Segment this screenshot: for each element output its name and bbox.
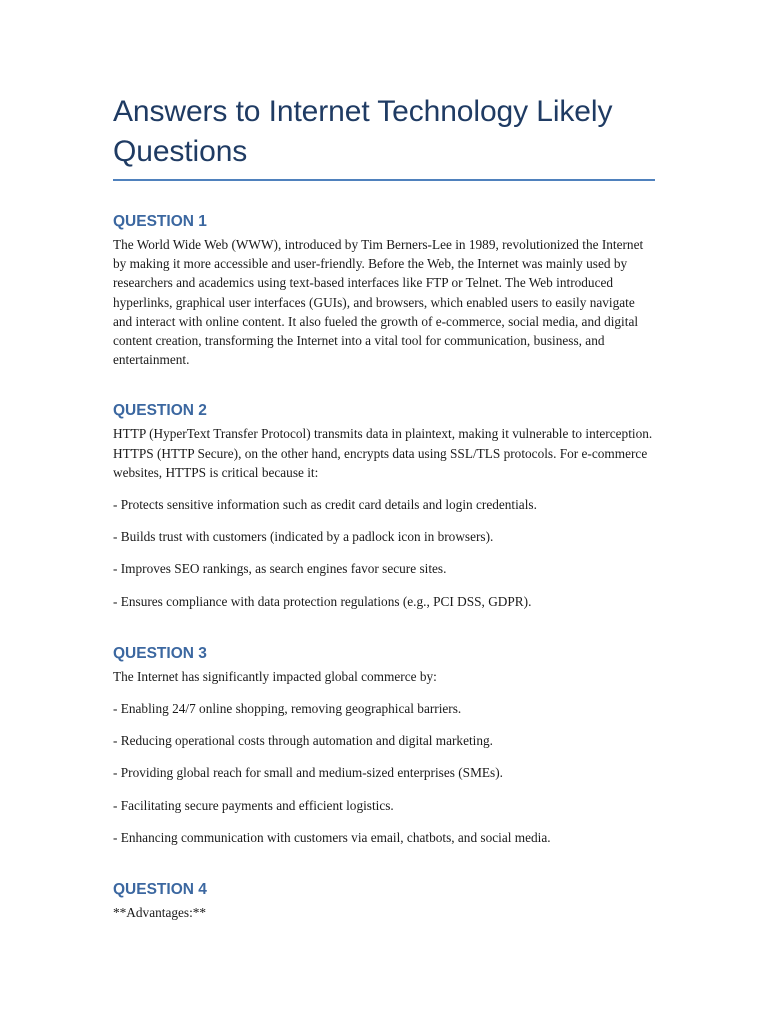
list-item: - Builds trust with customers (indicated by a padlock icon in browsers). <box>113 529 494 545</box>
list-item: - Enhancing communication with customers via email, chatbots, and social media. <box>113 829 551 845</box>
section-question-3 <box>113 644 655 847</box>
document-title: Answers to Internet Technology Likely Questions <box>113 95 613 168</box>
section-question-1 <box>113 212 655 369</box>
list-item: - Protects sensitive information such as credit card details and login credentials. <box>113 497 537 513</box>
question-1-body: The World Wide Web (WWW), introduced by Tim Berners-Lee in 1989, revolutionized the Internet by making it more accessible and user-friendly. Before the Web, the Internet was mainly used by researchers and academics using text-based interfaces like FTP or Telnet. The Web introduced hyperlinks, graphical user interfaces (GUIs), and browsers, which enabled users to easily navigate and interact with online content. It also fueled the growth of e-commerce, social media, and digital content creation, transforming the Internet into a vital tool for communication, business, and entertainment. <box>113 237 644 368</box>
question-4-heading: QUESTION 4 <box>113 881 207 899</box>
question-4-intro: **Advantages:** <box>113 905 207 921</box>
question-2-heading: QUESTION 2 <box>113 402 207 420</box>
question-2-intro: HTTP (HyperText Transfer Protocol) transmits data in plaintext, making it vulnerable to interception. HTTPS (HTTP Secure), on the other hand, encrypts data using SSL/TLS protocols. For e-commerce websites, HTTPS is critical because it: <box>113 426 653 480</box>
question-3-intro: The Internet has significantly impacted global commerce by: <box>113 668 437 684</box>
section-question-4 <box>113 880 655 922</box>
section-question-2 <box>113 401 655 610</box>
list-item: - Enabling 24/7 online shopping, removing geographical barriers. <box>113 701 462 717</box>
question-1-heading: QUESTION 1 <box>113 213 207 230</box>
title-underline <box>113 179 655 181</box>
question-3-heading: QUESTION 3 <box>113 644 207 662</box>
list-item: - Reducing operational costs through automation and digital marketing. <box>113 733 493 749</box>
list-item: - Providing global reach for small and medium-sized enterprises (SMEs). <box>113 765 503 781</box>
list-item: - Ensures compliance with data protection regulations (e.g., PCI DSS, GDPR). <box>113 593 532 609</box>
list-item: - Improves SEO rankings, as search engines favor secure sites. <box>113 561 447 577</box>
document-page <box>113 92 655 922</box>
list-item: - Facilitating secure payments and efficient logistics. <box>113 797 394 813</box>
